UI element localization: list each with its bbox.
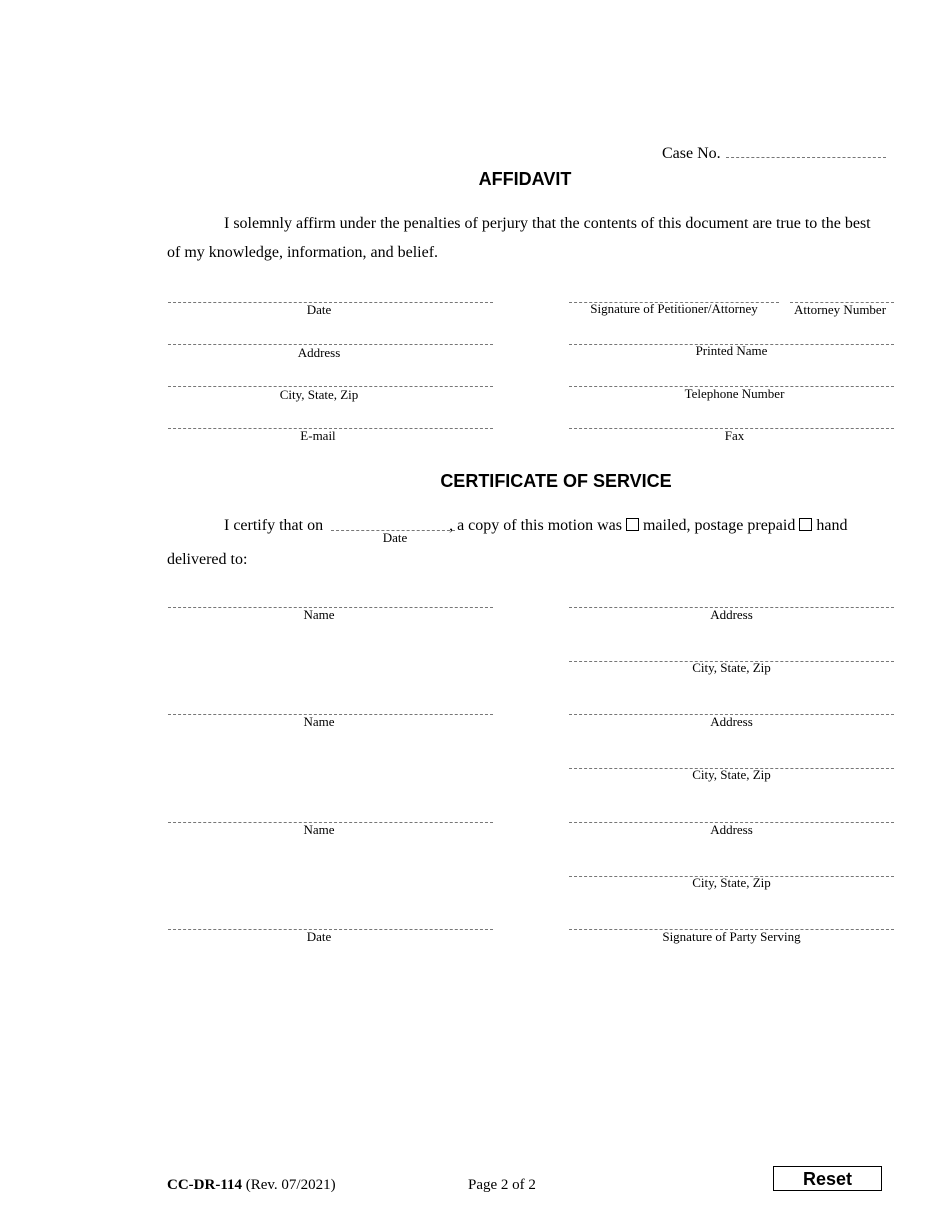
recipient-1-name-label: Name	[303, 607, 335, 622]
service-signature-date-label: Date	[306, 929, 332, 944]
signature-label: Signature of Petitioner/Attorney	[590, 301, 758, 316]
copy-text: , a copy of this motion was	[449, 517, 622, 534]
form-code-number: CC-DR-114	[167, 1177, 242, 1193]
fax-label: Fax	[724, 428, 745, 443]
delivered-to-text: delivered to:	[167, 551, 248, 568]
recipient-2-name-label: Name	[303, 714, 335, 729]
recipient-2-address-label: Address	[710, 714, 753, 729]
mailed-checkbox[interactable]	[626, 518, 639, 531]
telephone-label: Telephone Number	[684, 386, 785, 401]
city-state-zip-label: City, State, Zip	[279, 387, 359, 402]
recipient-3-name-label: Name	[303, 822, 335, 837]
recipient-1-address-label: Address	[710, 607, 753, 622]
email-label: E-mail	[300, 428, 336, 443]
page-number: Page 2 of 2	[468, 1177, 536, 1193]
attorney-number-label: Attorney Number	[793, 302, 887, 317]
recipient-3-address-label: Address	[710, 822, 753, 837]
hand-delivered-checkbox[interactable]	[799, 518, 812, 531]
recipient-2-city-label: City, State, Zip	[692, 767, 771, 782]
certificate-title: CERTIFICATE OF SERVICE	[440, 471, 672, 491]
affidavit-text	[167, 209, 887, 267]
affidavit-title: AFFIDAVIT	[478, 169, 572, 189]
form-code	[167, 1177, 336, 1194]
case-number-label: Case No.	[662, 145, 721, 162]
printed-name-label: Printed Name	[695, 343, 768, 358]
certify-text: I certify that on	[224, 517, 324, 534]
party-serving-signature-label: Signature of Party Serving	[662, 929, 801, 944]
date-label: Date	[306, 302, 332, 317]
hand-label: hand	[816, 517, 848, 534]
case-number-field[interactable]	[726, 157, 886, 158]
case-number	[662, 145, 721, 163]
reset-button[interactable]: Reset	[773, 1166, 882, 1191]
certificate-text	[224, 513, 904, 539]
address-label: Address	[297, 345, 341, 360]
mailed-label: mailed, postage prepaid	[642, 517, 796, 534]
service-date-label: Date	[382, 530, 408, 545]
recipient-1-city-label: City, State, Zip	[692, 660, 771, 675]
affidavit-statement: I solemnly affirm under the penalties of perjury that the contents of this document are true to the best of my knowledge, information, and belief.	[167, 215, 871, 261]
form-revision: (Rev. 07/2021)	[245, 1177, 336, 1193]
recipient-3-city-label: City, State, Zip	[692, 875, 771, 890]
